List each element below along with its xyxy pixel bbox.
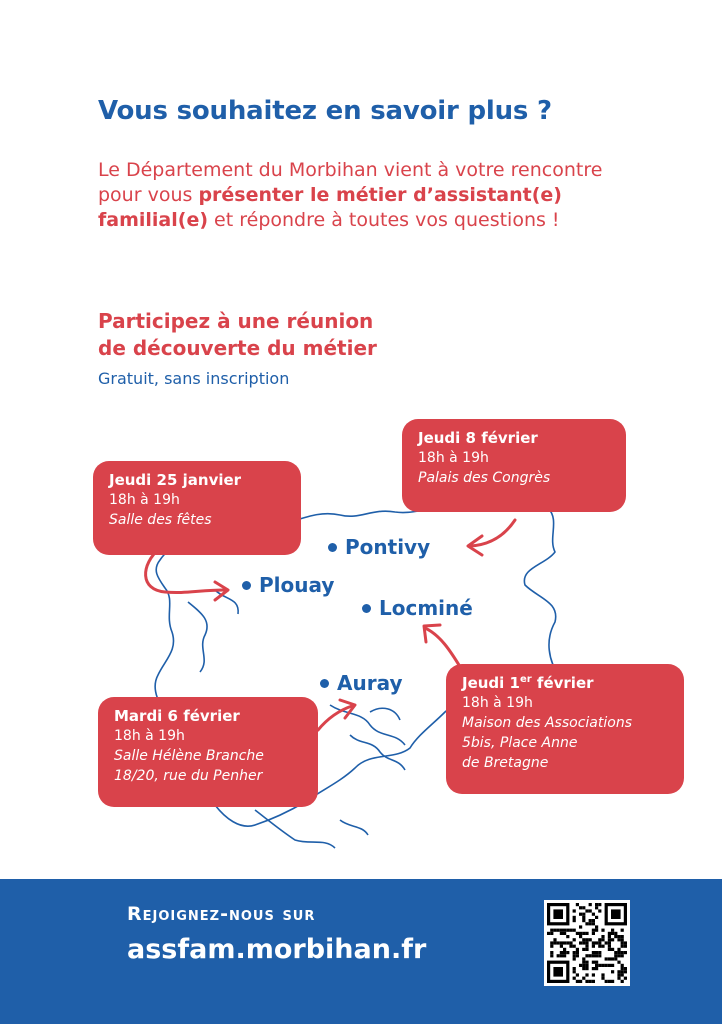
location-dot-icon: [242, 581, 251, 590]
event-plouay: [93, 461, 301, 555]
event-locmine: [446, 664, 684, 794]
website-link[interactable]: assfam.morbihan.fr: [127, 934, 427, 965]
city-locmine: Locminé: [362, 596, 473, 620]
arrow-pontivy: [470, 520, 515, 546]
event-place-line: Maison des Associations: [462, 715, 632, 731]
event-place: Palais des Congrès: [418, 470, 551, 486]
arrow-auray: [318, 706, 352, 730]
event-pontivy: [402, 419, 626, 512]
event-hours: 18h à 19h: [418, 450, 489, 466]
event-auray: [98, 697, 318, 807]
event-hours: 18h à 19h: [462, 695, 533, 711]
city-auray: Auray: [320, 671, 403, 695]
location-dot-icon: [328, 543, 337, 552]
city-plouay: Plouay: [242, 573, 334, 597]
event-place: Salle des fêtes: [109, 512, 212, 528]
location-dot-icon: [362, 604, 371, 613]
footer-banner: [0, 879, 722, 1024]
event-place-line: 18/20, rue du Penher: [114, 768, 263, 784]
join-label: Rejoignez-nous sur: [127, 903, 316, 925]
page-title: Vous souhaitez en savoir plus ?: [98, 96, 552, 126]
event-hours: 18h à 19h: [109, 492, 180, 508]
meeting-note: Gratuit, sans inscription: [98, 369, 290, 388]
event-place-line: 5bis, Place Anne: [462, 735, 578, 751]
event-day: Jeudi 25 janvier: [109, 471, 242, 489]
city-pontivy: Pontivy: [328, 535, 430, 559]
event-day: Jeudi 1er février: [462, 674, 594, 692]
intro-text: Le Département du Morbihan vient à votre rencontre pour vous présenter le métier d’assistant(e) familial(e) et répondre à toutes vos questions !: [98, 159, 603, 231]
qr-code-graphic: [547, 903, 627, 983]
meeting-title: Participez à une réunion de découverte du métier: [98, 309, 377, 360]
location-dot-icon: [320, 679, 329, 688]
qr-code-icon[interactable]: [544, 900, 630, 986]
event-day: Jeudi 8 février: [418, 429, 538, 447]
event-place-line: de Bretagne: [462, 755, 549, 771]
event-hours: 18h à 19h: [114, 728, 185, 744]
event-place-line: Salle Hélène Branche: [114, 748, 264, 764]
event-day: Mardi 6 février: [114, 707, 240, 725]
